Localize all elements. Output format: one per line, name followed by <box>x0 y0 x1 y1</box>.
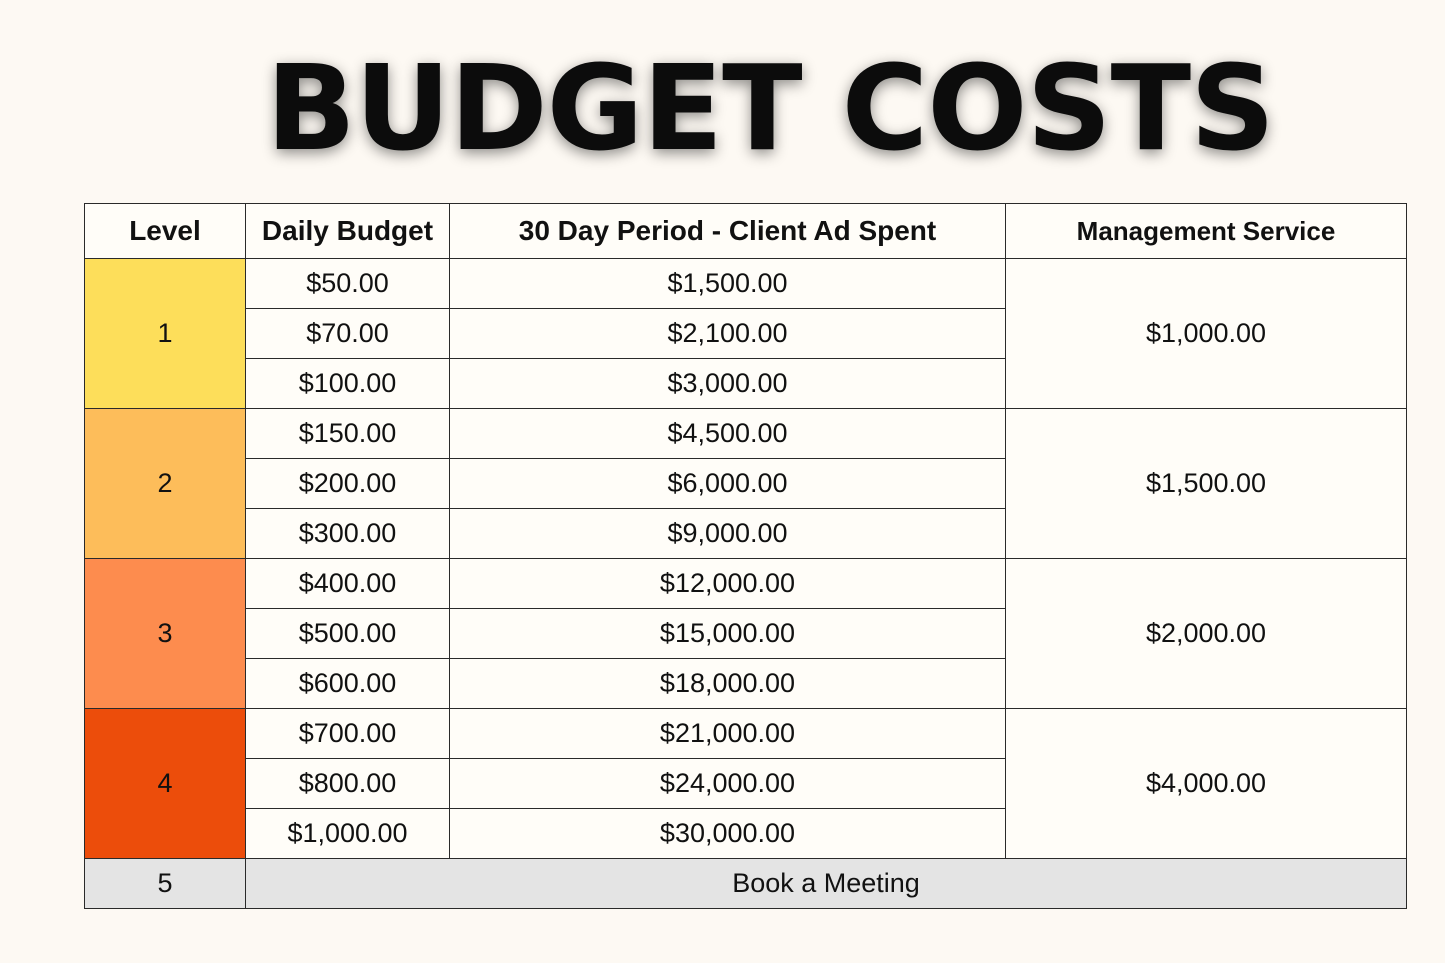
management-fee-cell: $2,000.00 <box>1006 559 1407 709</box>
period-spend-cell: $3,000.00 <box>450 359 1006 409</box>
daily-budget-cell: $200.00 <box>246 459 450 509</box>
period-spend-cell: $21,000.00 <box>450 709 1006 759</box>
period-spend-cell: $24,000.00 <box>450 759 1006 809</box>
daily-budget-cell: $400.00 <box>246 559 450 609</box>
period-spend-cell: $1,500.00 <box>450 259 1006 309</box>
table-header-row <box>85 204 1407 259</box>
daily-budget-cell: $700.00 <box>246 709 450 759</box>
page-title: BUDGET COSTS <box>265 39 1275 177</box>
period-spend-cell: $6,000.00 <box>450 459 1006 509</box>
daily-budget-cell: $800.00 <box>246 759 450 809</box>
daily-budget-cell: $100.00 <box>246 359 450 409</box>
daily-budget-cell: $50.00 <box>246 259 450 309</box>
table-row <box>85 409 1407 459</box>
period-spend-cell: $30,000.00 <box>450 809 1006 859</box>
daily-budget-cell: $600.00 <box>246 659 450 709</box>
period-spend-cell: $9,000.00 <box>450 509 1006 559</box>
period-spend-cell: $4,500.00 <box>450 409 1006 459</box>
level-1-cell: 1 <box>85 259 246 409</box>
header-management-service: Management Service <box>1006 204 1407 259</box>
period-spend-cell: $12,000.00 <box>450 559 1006 609</box>
management-fee-cell: $1,500.00 <box>1006 409 1407 559</box>
level-5-cell: 5 <box>85 859 246 909</box>
table-row <box>85 859 1407 909</box>
header-level: Level <box>85 204 246 259</box>
period-spend-cell: $2,100.00 <box>450 309 1006 359</box>
header-daily-budget: Daily Budget <box>246 204 450 259</box>
level-4-cell: 4 <box>85 709 246 859</box>
level-3-cell: 3 <box>85 559 246 709</box>
daily-budget-cell: $150.00 <box>246 409 450 459</box>
table-row <box>85 559 1407 609</box>
header-30-day-period: 30 Day Period - Client Ad Spent <box>450 204 1006 259</box>
budget-table <box>84 203 1407 909</box>
table-row <box>85 709 1407 759</box>
daily-budget-cell: $1,000.00 <box>246 809 450 859</box>
period-spend-cell: $15,000.00 <box>450 609 1006 659</box>
daily-budget-cell: $500.00 <box>246 609 450 659</box>
table-row <box>85 259 1407 309</box>
period-spend-cell: $18,000.00 <box>450 659 1006 709</box>
management-fee-cell: $1,000.00 <box>1006 259 1407 409</box>
book-meeting-cell: Book a Meeting <box>246 859 1407 909</box>
daily-budget-cell: $300.00 <box>246 509 450 559</box>
daily-budget-cell: $70.00 <box>246 309 450 359</box>
management-fee-cell: $4,000.00 <box>1006 709 1407 859</box>
level-2-cell: 2 <box>85 409 246 559</box>
